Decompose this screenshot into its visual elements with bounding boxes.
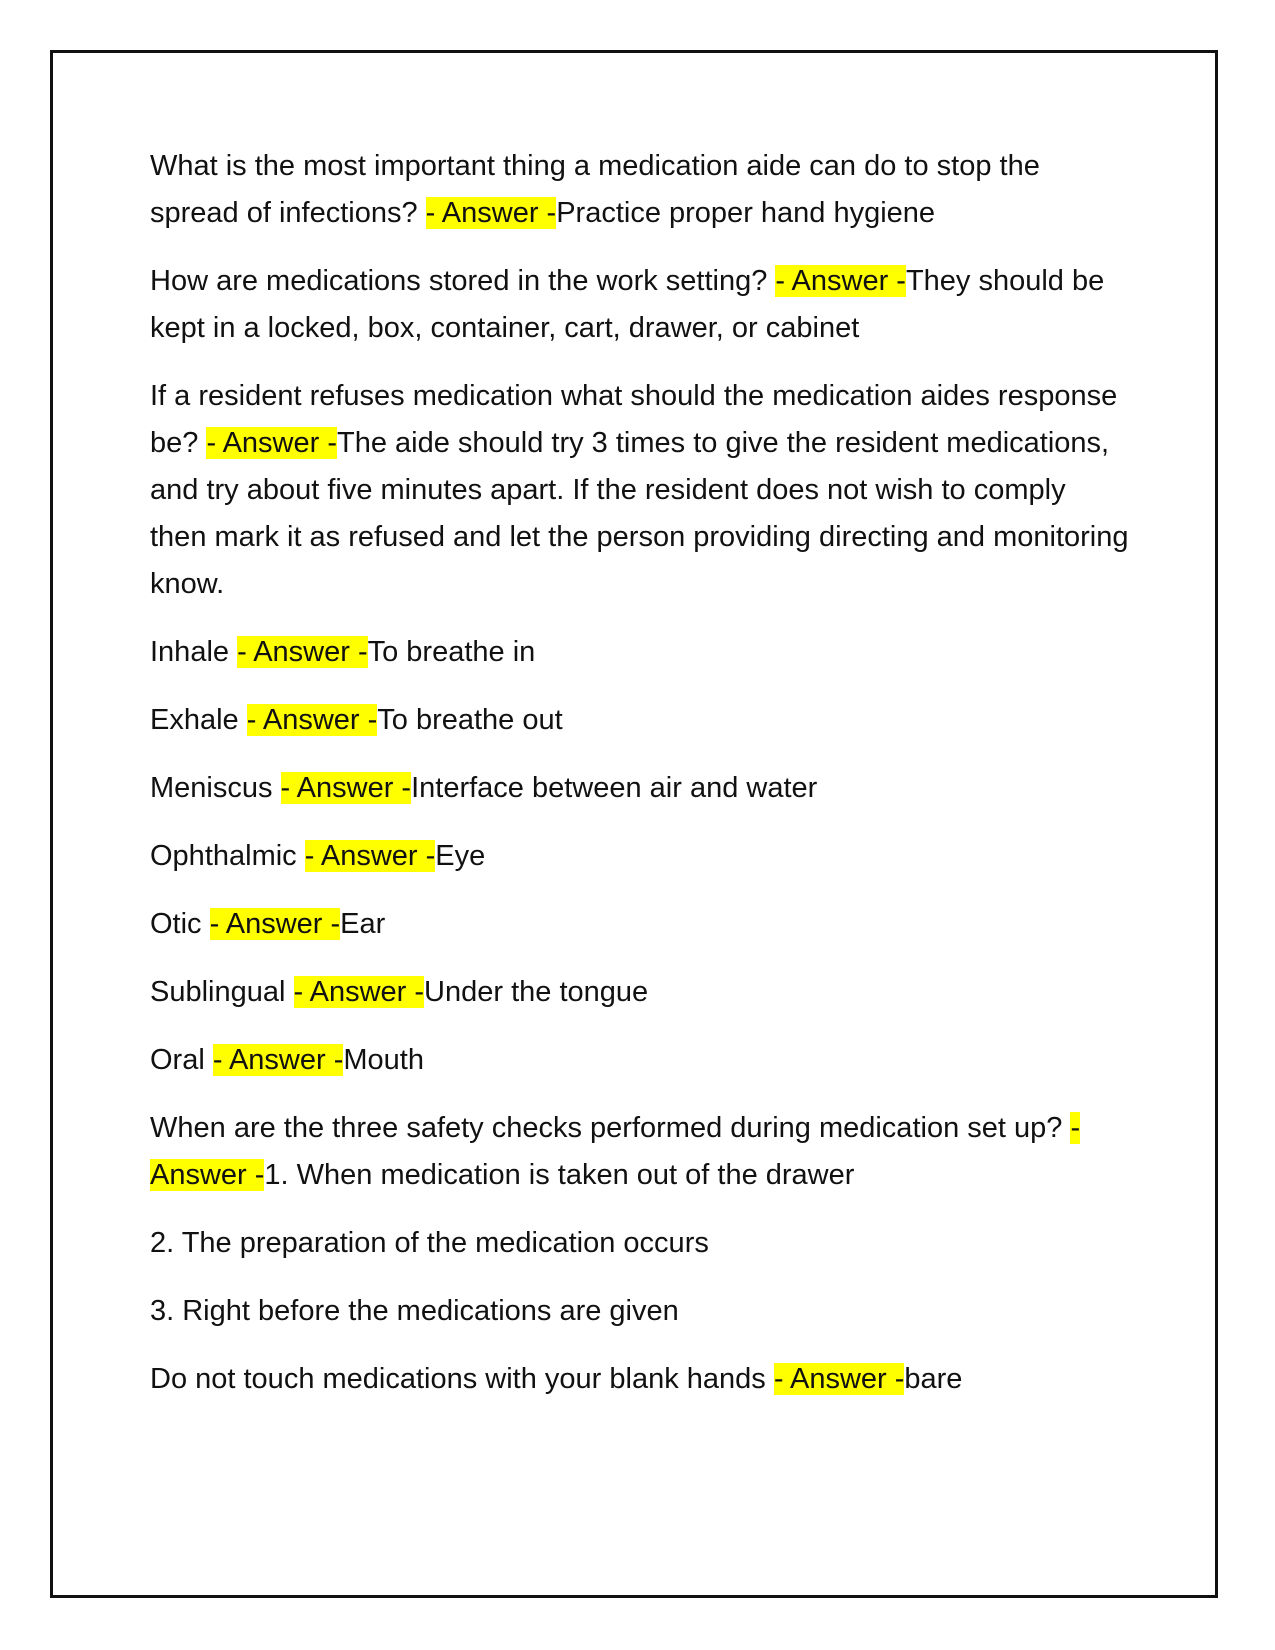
qa-item [150,1037,1130,1084]
answer-label: - Answer - [212,1044,344,1076]
qa-item [150,1105,1130,1199]
question-text: If a resident refuses medication what should the medication aides response be? [150,380,1118,459]
answer-label: - Answer - [237,636,368,668]
answer-label: - Answer - [150,1112,1081,1191]
answer-text: Mouth [343,1044,424,1076]
answer-text: Eye [435,840,486,872]
plain-line: 3. Right before the medications are given [150,1295,679,1327]
qa-item [150,258,1130,352]
answer-text: They should be kept in a locked, box, container, cart, drawer, or cabinet [150,265,1105,344]
question-text: Otic [150,908,210,940]
answer-label: - Answer - [775,265,906,297]
answer-label: - Answer - [206,427,337,459]
answer-text: The aide should try 3 times to give the resident medications, and try about five minutes apart. If the resident does not wish to comply then mark it as refused and let the person providing directing and monitoring know. [150,427,1129,600]
answer-text: Interface between air and water [411,772,818,804]
answer-text: Practice proper hand hygiene [556,197,936,229]
answer-text: Ear [340,908,386,940]
answer-text: bare [904,1363,963,1395]
answer-label: - Answer - [280,772,412,804]
qa-item [150,629,1130,676]
question-text: Do not touch medications with your blank hands [150,1363,774,1395]
qa-item [150,1356,1130,1403]
qa-item [150,697,1130,744]
question-text: What is the most important thing a medication aide can do to stop the spread of infections? [150,150,1040,229]
question-text: Sublingual [150,976,294,1008]
answer-label: - Answer - [304,840,436,872]
question-text: Oral [150,1044,213,1076]
answer-label: - Answer - [209,908,341,940]
qa-item [150,901,1130,948]
qa-item [150,373,1130,608]
answer-text: To breathe out [377,704,563,736]
question-text: Inhale [150,636,238,668]
question-text: Exhale [150,704,247,736]
answer-label: - Answer - [246,704,378,736]
qa-item [150,765,1130,812]
question-text: Ophthalmic [150,840,305,872]
qa-item [150,143,1130,237]
question-text: Meniscus [150,772,281,804]
question-text: How are medications stored in the work setting? [150,265,776,297]
plain-line: 2. The preparation of the medication occurs [150,1227,709,1259]
qa-item [150,833,1130,880]
qa-item [150,969,1130,1016]
document-body [150,143,1130,1424]
answer-label: - Answer - [293,976,425,1008]
answer-text: Under the tongue [424,976,649,1008]
answer-text: 1. When medication is taken out of the drawer [264,1159,855,1191]
answer-label: - Answer - [773,1363,905,1395]
question-text: When are the three safety checks performed during medication set up? [150,1112,1071,1144]
answer-label: - Answer - [425,197,557,229]
answer-text: To breathe in [367,636,536,668]
